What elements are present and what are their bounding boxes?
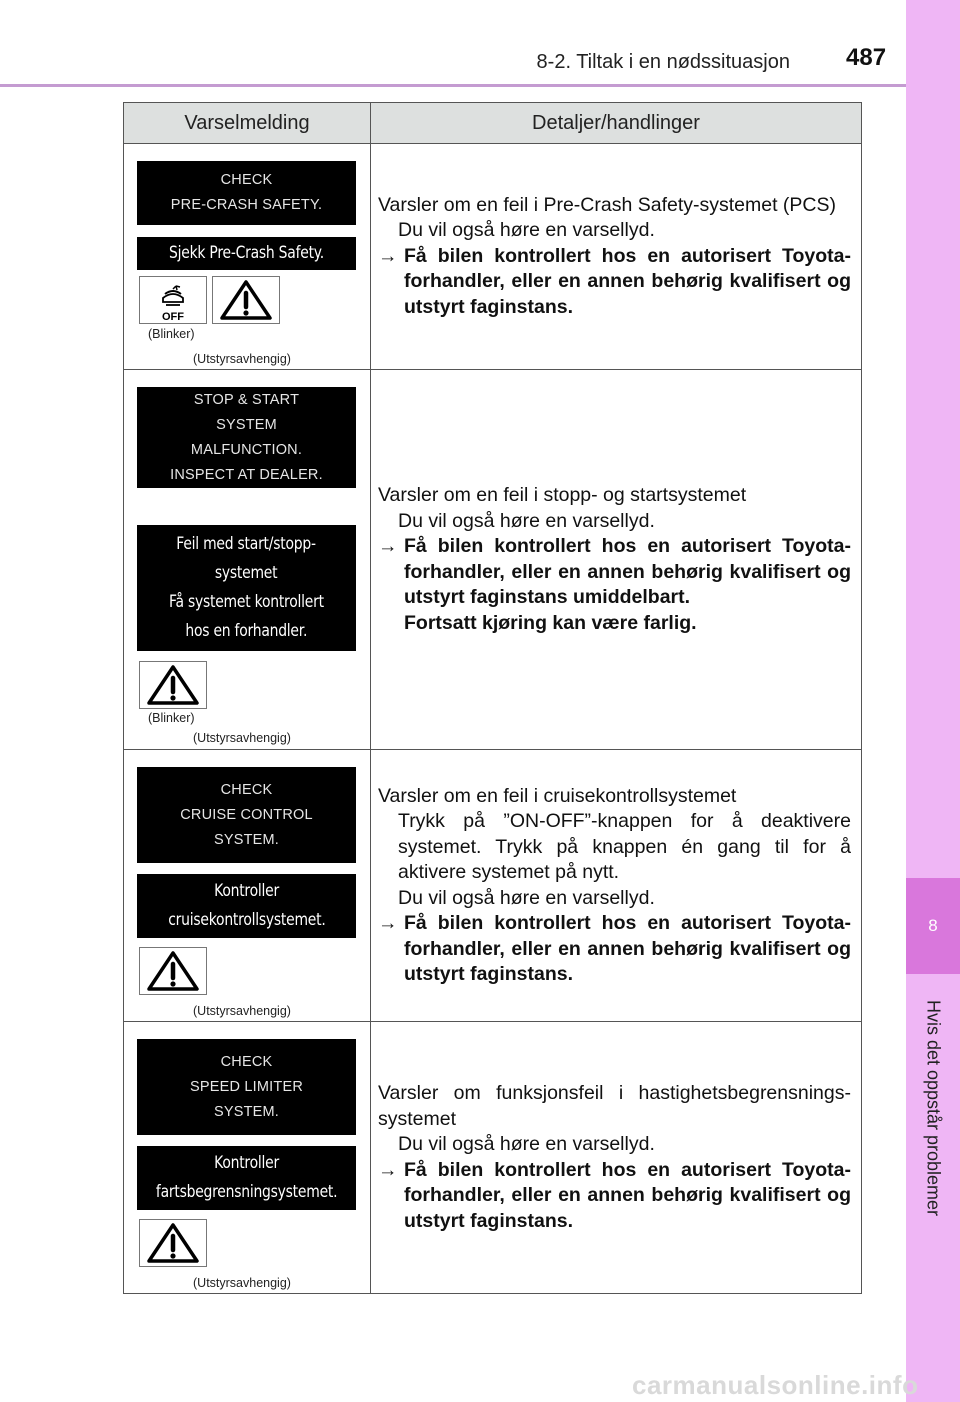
action-item	[378, 1158, 851, 1235]
display-message-english	[137, 767, 356, 863]
table-row	[124, 144, 861, 370]
arrow-icon: →	[378, 535, 398, 557]
blinker-note: (Blinker)	[148, 327, 195, 341]
action-item	[378, 244, 851, 321]
page-number: 487	[846, 44, 887, 71]
display-line: fartsbegrensningsystemet.	[155, 1182, 338, 1202]
info-text: Du vil også høre en varsellyd.	[398, 509, 655, 532]
icon-off-label: OFF	[162, 311, 184, 322]
display-line: CHECK	[220, 781, 273, 798]
display-line: SYSTEM.	[213, 1103, 280, 1120]
display-message-english	[137, 387, 356, 488]
display-line: CRUISE CONTROL	[180, 806, 313, 823]
info-text: Du vil også høre en varsellyd.	[398, 219, 655, 242]
display-line: PRE-CRASH SAFETY.	[170, 197, 323, 213]
watermark: carmanualsonline.info	[632, 1370, 919, 1400]
info-text: Du vil også høre en varsellyd.	[398, 886, 655, 909]
info-text: Trykk på ”ON-OFF”-knappen for å deaktivere systemet. Trykk på knappen én gang til for å aktivere systemet på nytt.	[398, 810, 851, 883]
display-line: systemet	[215, 563, 278, 583]
display-line: STOP & START	[193, 391, 300, 408]
equipment-note: (Utstyrsavhengig)	[193, 352, 291, 366]
display-message-norwegian	[137, 1146, 356, 1210]
equipment-note: (Utstyrsavhengig)	[193, 731, 291, 745]
display-line: Kontroller	[214, 1153, 279, 1173]
display-message-norwegian	[137, 525, 356, 651]
table-row	[124, 750, 861, 1022]
details-cell	[371, 370, 861, 749]
col-header-message: Varselmelding	[124, 103, 371, 143]
display-line: SPEED LIMITER	[190, 1078, 303, 1095]
description-text: Varsler om en feil i Pre-Crash Safety-systemet (PCS)	[378, 193, 837, 216]
display-line: Feil med start/stopp-	[176, 534, 317, 554]
details-cell	[371, 1022, 861, 1293]
table-row	[124, 370, 861, 750]
pcs-off-icon	[139, 276, 207, 324]
action-item	[378, 911, 851, 988]
message-cell	[124, 144, 371, 369]
description-text: Varsler om en feil i stopp- og startsystemet	[378, 484, 747, 506]
display-line: hos en forhandler.	[185, 621, 308, 641]
warning-triangle-icon	[139, 661, 207, 709]
description-text: Varsler om funksjonsfeil i hastighetsbegrensnings-systemet	[378, 1082, 851, 1130]
info-text: Du vil også høre en varsellyd.	[398, 1133, 655, 1155]
arrow-icon: →	[378, 244, 398, 267]
table-header	[124, 103, 861, 144]
display-line: Sjekk Pre-Crash Safety.	[169, 243, 324, 263]
display-message-english	[137, 161, 356, 225]
blinker-note: (Blinker)	[148, 711, 195, 725]
warning-triangle-icon	[139, 1219, 207, 1267]
details-cell	[371, 144, 861, 369]
equipment-note: (Utstyrsavhengig)	[193, 1276, 291, 1290]
equipment-note: (Utstyrsavhengig)	[193, 1004, 291, 1018]
display-line: CHECK	[220, 172, 273, 188]
arrow-icon: →	[378, 912, 398, 934]
action-text: Få bilen kontrollert hos en autorisert Toyota-forhandler, eller en annen behørig kvalifisert og utstyrt faginstans.	[404, 244, 851, 318]
chapter-title-text: Hvis det oppstår problemer	[923, 999, 944, 1217]
display-line: SYSTEM.	[213, 831, 280, 848]
message-cell	[124, 370, 371, 749]
message-cell	[124, 1022, 371, 1293]
chapter-number-tab: 8	[906, 878, 960, 974]
header-rule	[0, 84, 906, 87]
col-header-details: Detaljer/handlinger	[532, 111, 700, 134]
display-line: cruisekontrollsystemet.	[167, 910, 326, 930]
arrow-icon: →	[378, 1158, 398, 1181]
message-cell	[124, 750, 371, 1021]
display-line: SYSTEM	[216, 416, 277, 433]
warning-triangle-icon	[139, 947, 207, 995]
section-title: 8-2. Tiltak i en nødssituasjon	[536, 51, 790, 73]
action-text: Få bilen kontrollert hos en autorisert Toyota-forhandler, eller en annen behørig kvalifisert og utstyrt faginstans.	[404, 912, 851, 985]
action-text: Få bilen kontrollert hos en autorisert Toyota-forhandler, eller en annen behørig kvalifisert og utstyrt faginstans umiddelbart.	[404, 535, 851, 608]
display-line: Få systemet kontrollert	[169, 592, 324, 612]
warning-triangle-icon	[212, 276, 280, 324]
display-line: INSPECT AT DEALER.	[170, 466, 323, 483]
display-message-norwegian	[137, 237, 356, 270]
action-warning-text: Fortsatt kjøring kan være farlig.	[404, 611, 697, 634]
warning-message-table	[123, 102, 862, 1294]
display-line: MALFUNCTION.	[190, 441, 303, 458]
display-message-norwegian	[137, 874, 356, 938]
display-message-english	[137, 1039, 356, 1135]
details-cell	[371, 750, 861, 1021]
action-item	[378, 534, 851, 611]
display-line: CHECK	[220, 1053, 273, 1070]
description-text: Varsler om en feil i cruisekontrollsystemet	[378, 784, 737, 807]
table-row	[124, 1022, 861, 1293]
action-text: Få bilen kontrollert hos en autorisert Toyota-forhandler, eller en annen behørig kvalifisert og utstyrt faginstans.	[404, 1158, 851, 1232]
display-line: Kontroller	[214, 881, 279, 901]
